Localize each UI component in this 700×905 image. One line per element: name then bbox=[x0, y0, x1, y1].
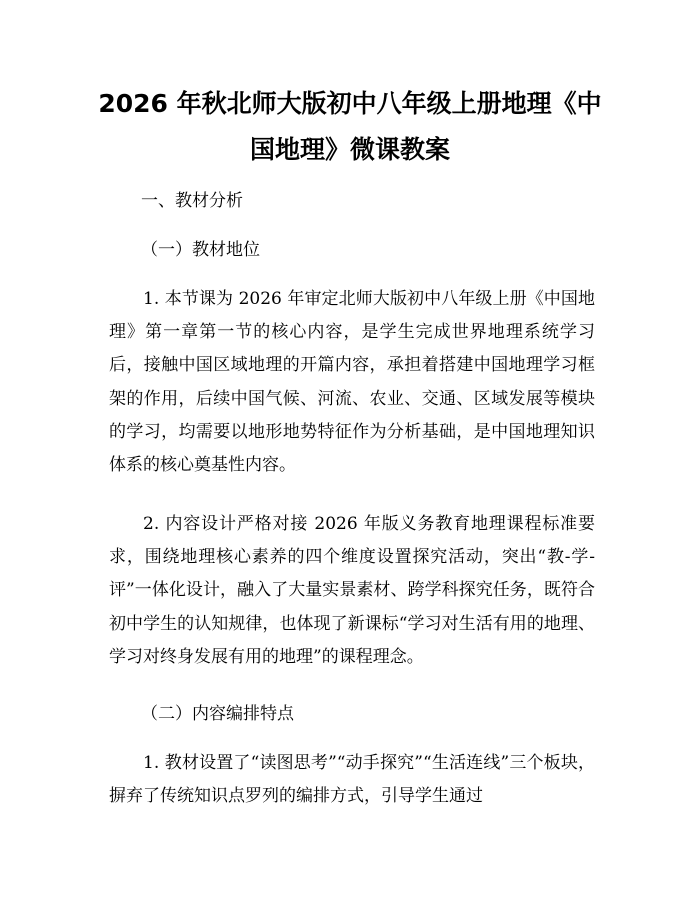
paragraph-textbook-status-1: 1. 本节课为 2026 年审定北师大版初中八年级上册《中国地理》第一章第一节的核心内容，是学生完成世界地理系统学习后，接触中国区域地理的开篇内容，承担着搭建中国地理学习框架的作用，后续中国气候、河流、农业、交通、区域发展等模块的学习，均需要以地形地势特征作为分析基础，是中国地理知识体系的核心奠基性内容。 bbox=[109, 289, 595, 476]
document-title-line-2: 国地理》微课教案 bbox=[249, 135, 450, 164]
subsection-heading-content-features: （二）内容编排特点 bbox=[141, 704, 294, 724]
paragraph-content-features-1: 1. 教材设置了“读图思考”“动手探究”“生活连线”三个板块，摒弃了传统知识点罗列的编排方式，引导学生通过 bbox=[109, 753, 595, 807]
section-heading-textbook-analysis: 一、教材分析 bbox=[141, 191, 243, 211]
subsection-heading-textbook-status: （一）教材地位 bbox=[141, 240, 260, 260]
paragraph-textbook-status-2: 2. 内容设计严格对接 2026 年版义务教育地理课程标准要求，围绕地理核心素养的四个维度设置探究活动，突出“教-学-评”一体化设计，融入了大量实景素材、跨学科探究任务，既符合初中学生的认知规律，也体现了新课标“学习对生活有用的地理、学习对终身发展有用的地理”的课程理念。 bbox=[109, 514, 595, 667]
document-title-line-1: 2026 年秋北师大版初中八年级上册地理《中 bbox=[98, 89, 602, 118]
